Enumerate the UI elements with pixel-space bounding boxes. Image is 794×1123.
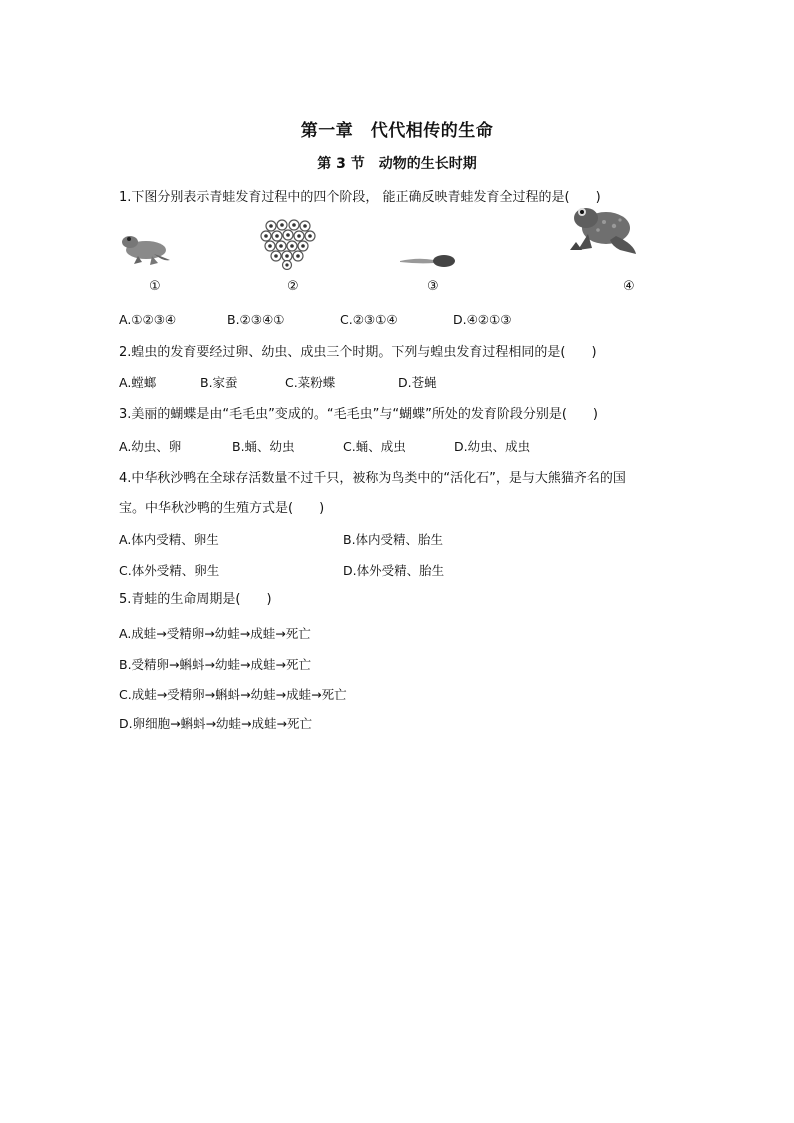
figure-4-label: ④: [623, 279, 635, 294]
question-4-stem-line1: 4.中华秋沙鸭在全球存活数量不过千只，被称为鸟类中的“活化石”，是与大熊猫齐名的国: [119, 471, 626, 486]
page-title: 第一章 代代相传的生命: [300, 121, 494, 141]
section-subtitle: 第 3 节 动物的生长时期: [317, 156, 477, 172]
q4-option-c[interactable]: C.体外受精、卵生: [119, 563, 220, 578]
adult-frog-icon: [568, 200, 640, 258]
tadpole-icon: [398, 250, 458, 270]
q3-option-c[interactable]: C.蛹、成虫: [343, 439, 406, 454]
q1-option-c[interactable]: C.②③①④: [340, 312, 398, 327]
question-1-stem: 1.下图分别表示青蛙发育过程中的四个阶段， 能正确反映青蛙发育全过程的是( ): [119, 190, 601, 205]
q2-option-a[interactable]: A.螳螂: [119, 375, 157, 390]
frog-eggs-icon: [259, 218, 317, 270]
figure-3-label: ③: [427, 279, 439, 294]
figure-2-label: ②: [287, 279, 299, 294]
q3-option-a[interactable]: A.幼虫、卵: [119, 439, 182, 454]
q4-option-d[interactable]: D.体外受精、胎生: [343, 563, 445, 578]
q3-option-b[interactable]: B.蛹、幼虫: [232, 439, 295, 454]
q1-option-a[interactable]: A.①②③④: [119, 312, 177, 327]
q5-option-d[interactable]: D.卵细胞→蝌蚪→幼蛙→成蛙→死亡: [119, 716, 312, 731]
q4-option-a[interactable]: A.体内受精、卵生: [119, 532, 219, 547]
question-3-stem: 3.美丽的蝴蝶是由“毛毛虫”变成的。“毛毛虫”与“蝴蝶”所处的发育阶段分别是( ): [119, 407, 598, 422]
q4-option-b[interactable]: B.体内受精、胎生: [343, 532, 444, 547]
q2-option-c[interactable]: C.菜粉蝶: [285, 375, 336, 390]
question-4-stem-line2: 宝。中华秋沙鸭的生殖方式是( ): [119, 501, 325, 516]
q1-option-b[interactable]: B.②③④①: [227, 312, 285, 327]
q5-option-c[interactable]: C.成蛙→受精卵→蝌蚪→幼蛙→成蛙→死亡: [119, 687, 347, 702]
q3-option-d[interactable]: D.幼虫、成虫: [454, 439, 531, 454]
figure-1-label: ①: [149, 279, 161, 294]
question-5-stem: 5.青蛙的生命周期是( ): [119, 592, 272, 607]
young-frog-icon: [120, 228, 174, 268]
q1-option-d[interactable]: D.④②①③: [453, 312, 512, 327]
q2-option-d[interactable]: D.苍蝇: [398, 375, 437, 390]
q5-option-a[interactable]: A.成蛙→受精卵→幼蛙→成蛙→死亡: [119, 626, 311, 641]
q2-option-b[interactable]: B.家蚕: [200, 375, 238, 390]
q5-option-b[interactable]: B.受精卵→蝌蚪→幼蛙→成蛙→死亡: [119, 657, 311, 672]
question-2-stem: 2.蝗虫的发育要经过卵、幼虫、成虫三个时期。下列与蝗虫发育过程相同的是( ): [119, 345, 597, 360]
